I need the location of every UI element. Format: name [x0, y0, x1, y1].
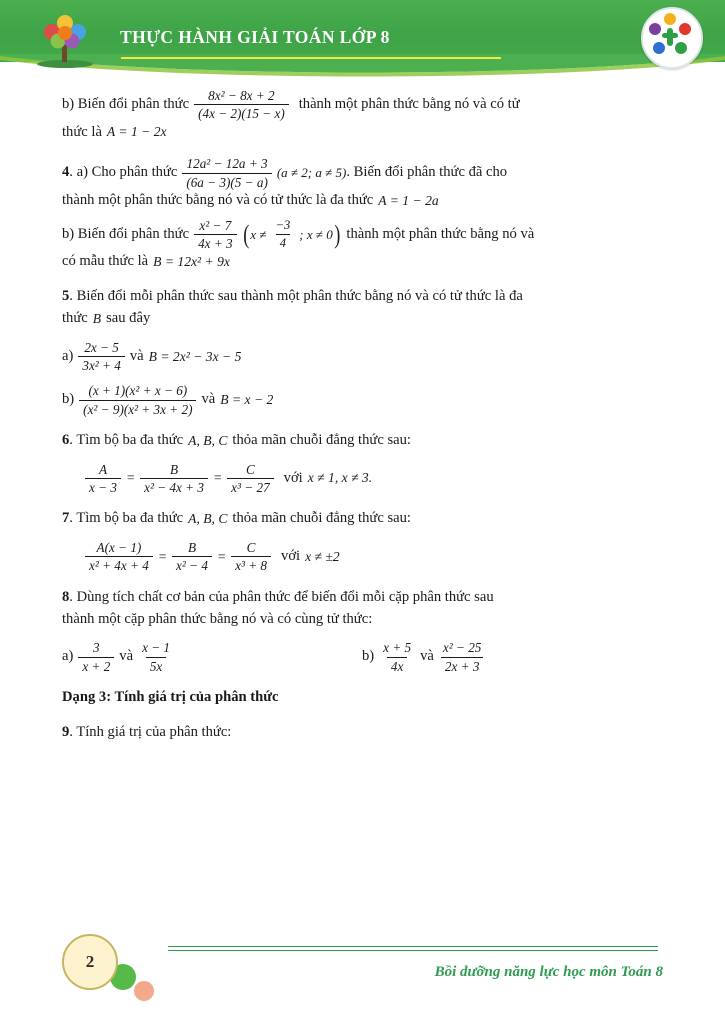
ex7-f1-numerator: A(x − 1) — [96, 540, 142, 556]
ex7-f3-numerator: C — [246, 540, 256, 556]
footer-divider — [168, 946, 658, 951]
ex7-tail-math: x ≠ ±2 — [305, 548, 340, 564]
ex4b-cond-pre: x ≠ — [250, 226, 267, 242]
exercise-7 — [62, 508, 663, 573]
ex6-equals-2: = — [212, 470, 223, 486]
ex8-number: 8 — [62, 588, 70, 605]
ex5-stem2-math: B — [92, 310, 102, 326]
ex9-number: 9 — [62, 723, 70, 740]
ex3b-line2-math: A = 1 − 2x — [106, 124, 167, 140]
ex4-number: 4 — [62, 164, 70, 181]
ex8b-fraction-2 — [439, 640, 486, 673]
ex8b-label: b) — [362, 648, 375, 665]
ex7-f2-denominator: x² − 4 — [172, 556, 212, 573]
ex6-f1-numerator: A — [98, 461, 107, 477]
ex6-stem: . Tìm bộ ba đa thức — [69, 431, 184, 448]
ex5b-numerator: (x + 1)(x² + x − 6) — [88, 383, 188, 399]
exercise-9 — [62, 722, 663, 744]
ex7-fraction-3 — [231, 540, 271, 573]
exercise-4 — [62, 156, 663, 273]
ex5b-label: b) — [62, 391, 75, 408]
ex8b — [362, 640, 490, 673]
ex6-f1-denominator: x − 3 — [85, 478, 121, 495]
ex5b-math: B = x − 2 — [220, 391, 274, 407]
ex4b-cond-fraction — [271, 218, 294, 250]
ex8a-mid: và — [119, 648, 134, 665]
ex8b-mid: và — [420, 648, 434, 665]
ex6-stem-after: thỏa mãn chuỗi đẳng thức sau: — [232, 431, 411, 448]
ex5a-fraction — [78, 340, 125, 373]
footer-note: Bồi dưỡng năng lực học môn Toán 8 — [434, 964, 663, 980]
page-title: THỰC HÀNH GIẢI TOÁN LỚP 8 — [120, 27, 390, 47]
ex4a-numerator: 12a² − 12a + 3 — [186, 156, 268, 172]
page-footer — [0, 928, 725, 1024]
ex5-stem2-after: sau đây — [106, 310, 151, 327]
ex6-number: 6 — [62, 431, 70, 448]
ex8a-fraction-2 — [138, 640, 174, 673]
ex7-fraction-1 — [85, 540, 153, 573]
ex8a-f1-denominator: x + 2 — [78, 657, 114, 674]
ex3b-line2-prefix: thức là — [62, 123, 102, 140]
ex4-a-prefix: . a) Cho phân thức — [69, 164, 178, 181]
ex6-fraction-3 — [227, 462, 274, 495]
ex7-stem: . Tìm bộ ba đa thức — [69, 510, 184, 527]
ex7-f3-denominator: x³ + 8 — [231, 556, 271, 573]
ex8a-label: a) — [62, 648, 74, 665]
ex6-f3-numerator: C — [246, 461, 255, 477]
ex7-equals-1: = — [157, 548, 168, 564]
ex7-stem-after: thỏa mãn chuỗi đẳng thức sau: — [232, 510, 411, 527]
exercise-5 — [62, 286, 663, 417]
ex4b-denominator: 4x + 3 — [194, 234, 237, 251]
ex7-stem-math: A, B, C — [188, 510, 228, 526]
ex5a-numerator: 2x − 5 — [84, 340, 119, 356]
ex7-equals-2: = — [216, 548, 227, 564]
tree-logo-icon — [34, 12, 96, 68]
dang3-title: Dạng 3: Tính giá trị của phân thức — [62, 688, 279, 705]
ex7-f1-denominator: x² + 4x + 4 — [85, 556, 153, 573]
ex6-f2-denominator: x² − 4x + 3 — [140, 478, 208, 495]
ex8b-f1-numerator: x + 5 — [383, 640, 412, 656]
ex4b-cond-den: 4 — [276, 234, 290, 250]
footer-dot-peach — [134, 981, 154, 1001]
ex4a-line2-math: A = 1 − 2a — [378, 192, 439, 208]
ex5b-fraction — [79, 383, 196, 416]
ex6-fraction-2 — [140, 462, 208, 495]
ex6-stem-math: A, B, C — [188, 432, 228, 448]
ex5a-mid: và — [129, 347, 144, 364]
ex5a-math: B = 2x² − 3x − 5 — [148, 348, 242, 364]
exercise-3b — [62, 88, 663, 143]
ex5-number: 5 — [62, 288, 70, 305]
ex6-fraction-1 — [85, 462, 121, 495]
ex8b-fraction-1 — [379, 640, 415, 673]
ex7-number: 7 — [62, 510, 70, 527]
ex4a-fraction — [182, 156, 272, 189]
exercise-8 — [62, 586, 663, 673]
ex4b-cond-post: ; x ≠ 0 — [299, 226, 333, 242]
ex5-stem: . Biến đổi mỗi phân thức sau thành một phân thức bằng nó và có tử thức là đa — [69, 288, 523, 305]
ex4b-after: thành một phân thức bằng nó và — [346, 225, 535, 242]
ex8-stem2: thành một cặp phân thức bằng nó và có cùng tử thức: — [62, 610, 373, 627]
ex4a-condition: (a ≠ 2; a ≠ 5) — [276, 165, 347, 181]
ex8a-f1-numerator: 3 — [93, 640, 100, 656]
ex5a-denominator: 3x² + 4 — [78, 356, 125, 373]
ex4b-line2-math: B = 12x² + 9x — [153, 253, 230, 269]
ex3b-numerator: 8x² − 8x + 2 — [208, 88, 275, 103]
page-header — [0, 0, 725, 78]
ex4b-line2: có mẫu thức là — [62, 253, 149, 270]
ex3b-after: thành một phân thức bằng nó và có tử — [298, 95, 520, 112]
ex4a-after: . Biến đổi phân thức đã cho — [346, 164, 508, 181]
publisher-circle-logo-icon — [641, 7, 703, 69]
ex8b-f2-numerator: x² − 25 — [442, 640, 482, 656]
ex5b-denominator: (x² − 9)(x² + 3x + 2) — [79, 400, 196, 417]
ex4b-fraction — [194, 218, 237, 251]
section-heading-dang-3 — [62, 687, 663, 709]
ex8a-fraction-1 — [78, 640, 114, 673]
ex5b-mid: và — [201, 391, 216, 408]
ex6-tail: với — [283, 469, 303, 486]
ex4a-line2: thành một phân thức bằng nó và có tử thức là đa thức — [62, 191, 374, 208]
ex9-stem: . Tính giá trị của phân thức: — [69, 723, 232, 740]
ex6-equals-1: = — [125, 470, 136, 486]
ex8a-f2-denominator: 5x — [146, 657, 166, 674]
ex7-fraction-2 — [172, 540, 212, 573]
ex7-f2-numerator: B — [187, 540, 197, 556]
ex4a-denominator: (6a − 3)(5 − a) — [182, 173, 272, 190]
ex8a-f2-numerator: x − 1 — [142, 640, 171, 656]
title-underline — [121, 57, 501, 59]
ex4b-prefix: b) Biến đổi phân thức — [62, 225, 190, 242]
ex6-f2-numerator: B — [170, 461, 179, 477]
ex4b-cond-num: −3 — [275, 218, 291, 233]
ex7-tail: với — [281, 547, 301, 564]
ex4b-close-paren: ) — [334, 219, 341, 249]
ex3b-denominator: (4x − 2)(15 − x) — [194, 104, 289, 121]
ex3b-label: b) Biến đổi phân thức — [62, 95, 190, 112]
ex6-tail-math: x ≠ 1, x ≠ 3. — [307, 470, 373, 486]
ex5-stem2: thức — [62, 310, 88, 327]
page-number-badge: 2 — [62, 934, 118, 990]
ex8a — [62, 640, 362, 673]
ex8b-f1-denominator: 4x — [387, 657, 407, 674]
ex3b-fraction — [194, 88, 289, 121]
ex4b-open-paren: ( — [242, 219, 249, 249]
ex6-f3-denominator: x³ − 27 — [227, 478, 274, 495]
ex8b-f2-denominator: 2x + 3 — [441, 657, 484, 674]
ex8-stem: . Dùng tích chất cơ bản của phân thức để biến đổi mỗi cặp phân thức sau — [69, 588, 494, 605]
ex4b-numerator: x² − 7 — [199, 217, 232, 233]
document-body — [0, 78, 725, 928]
ex5a-label: a) — [62, 347, 74, 364]
exercise-6 — [62, 430, 663, 495]
